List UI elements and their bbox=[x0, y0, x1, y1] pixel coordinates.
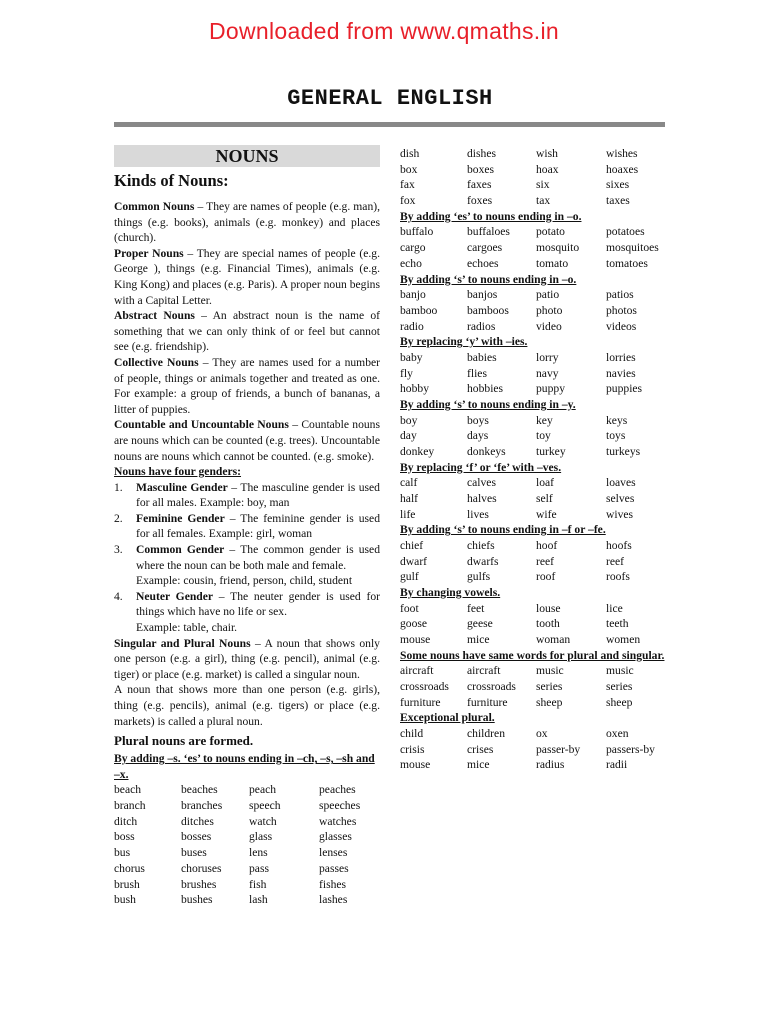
word-row bbox=[400, 162, 668, 178]
plural-word: videos bbox=[606, 319, 637, 333]
singular-word: patio bbox=[536, 288, 560, 302]
singular-word: hoax bbox=[536, 162, 559, 176]
plural-word: fishes bbox=[319, 877, 347, 891]
plural-word: lives bbox=[467, 507, 489, 521]
plural-word: buses bbox=[181, 846, 207, 860]
plural-word: patios bbox=[606, 288, 634, 302]
definition-countable-nouns bbox=[114, 417, 380, 464]
singular-word: boss bbox=[114, 830, 135, 844]
singular-word: photo bbox=[536, 303, 563, 317]
singular-word: speech bbox=[249, 799, 281, 813]
term: Countable and Uncountable Nouns bbox=[114, 418, 289, 432]
singular-word: tomato bbox=[536, 256, 569, 270]
singular-word: potato bbox=[536, 225, 565, 239]
definition-collective-nouns bbox=[114, 355, 380, 417]
word-row bbox=[400, 146, 668, 162]
plural-word: flies bbox=[467, 366, 487, 380]
gender-item bbox=[114, 589, 380, 636]
definition-common-nouns bbox=[114, 199, 380, 246]
definition-abstract-nouns bbox=[114, 308, 380, 355]
term: Proper Nouns bbox=[114, 246, 184, 260]
title-divider bbox=[114, 122, 665, 127]
word-row bbox=[400, 475, 668, 491]
word-row bbox=[400, 350, 668, 366]
plural-word: halves bbox=[467, 491, 497, 505]
word-row bbox=[400, 507, 668, 523]
plural-word: buffaloes bbox=[467, 225, 510, 239]
plural-word: dwarfs bbox=[467, 554, 499, 568]
plural-word: boys bbox=[467, 413, 489, 427]
plural-word: feet bbox=[467, 601, 485, 615]
rule-word-table bbox=[400, 475, 668, 522]
term: Feminine Gender bbox=[136, 511, 225, 525]
plural-word: glasses bbox=[319, 830, 352, 844]
plural-word: hoofs bbox=[606, 538, 632, 552]
singular-word: tooth bbox=[536, 617, 560, 631]
singular-word: aircraft bbox=[400, 664, 434, 678]
singular-word: goose bbox=[400, 617, 428, 631]
plural-word: choruses bbox=[181, 861, 222, 875]
rule-heading: By adding –s. ‘es’ to nouns ending in –ch, –s, –sh and –x. bbox=[114, 752, 375, 781]
singular-word: branch bbox=[114, 799, 146, 813]
singular-word: child bbox=[400, 727, 424, 741]
singular-word: self bbox=[536, 491, 553, 505]
rule-heading: By adding ‘es’ to nouns ending in –o. bbox=[400, 209, 582, 223]
definition-text: – The common gender is used where the noun can be both male and female. bbox=[136, 543, 381, 572]
singular-word: chief bbox=[400, 538, 424, 552]
definition-text: – The masculine gender is used for all males. Example: boy, man bbox=[136, 480, 380, 510]
plural-word: navies bbox=[606, 366, 636, 380]
plural-word: aircraft bbox=[467, 664, 501, 678]
singular-word: navy bbox=[536, 366, 559, 380]
rule-heading: By changing vowels. bbox=[400, 586, 501, 600]
singular-word: series bbox=[536, 680, 563, 694]
singular-word: bush bbox=[114, 893, 136, 907]
plural-word: boxes bbox=[467, 162, 495, 176]
word-row bbox=[400, 757, 668, 773]
download-source-banner: Downloaded from www.qmaths.in bbox=[208, 18, 560, 44]
plural-word: keys bbox=[606, 413, 628, 427]
rule-heading: By adding ‘s’ to nouns ending in –y. bbox=[400, 397, 576, 411]
term: Common Nouns bbox=[114, 200, 195, 213]
plural-word: wives bbox=[606, 507, 634, 521]
singular-word: mouse bbox=[400, 758, 431, 772]
plural-word: watches bbox=[319, 814, 357, 828]
word-row bbox=[400, 428, 668, 444]
plural-word: days bbox=[467, 429, 489, 443]
plural-word: gulfs bbox=[467, 570, 491, 584]
singular-word: half bbox=[400, 491, 419, 505]
plural-word: photos bbox=[606, 303, 637, 317]
term: Masculine Gender bbox=[136, 480, 228, 494]
word-row bbox=[400, 569, 668, 585]
singular-word: dish bbox=[400, 147, 420, 160]
left-column bbox=[114, 145, 380, 908]
definition-text: – The neuter gender is used for things which have no life or sex. bbox=[136, 589, 380, 619]
singular-word: hobby bbox=[400, 382, 429, 396]
word-row bbox=[114, 829, 380, 845]
singular-word: roof bbox=[536, 570, 556, 584]
plural-rule-groups bbox=[400, 209, 668, 773]
singular-word: video bbox=[536, 319, 562, 333]
singular-word: watch bbox=[249, 814, 277, 828]
plural-word: passes bbox=[319, 861, 349, 875]
plural-word: oxen bbox=[606, 727, 629, 741]
singular-word: ox bbox=[536, 727, 548, 741]
singular-word: beach bbox=[114, 783, 142, 797]
singular-word: lorry bbox=[536, 350, 559, 364]
word-row bbox=[400, 695, 668, 711]
plural-word: lashes bbox=[319, 893, 348, 907]
singular-word: lash bbox=[249, 893, 268, 907]
word-row bbox=[114, 814, 380, 830]
word-row bbox=[400, 224, 668, 240]
plural-word: mosquitoes bbox=[606, 241, 659, 255]
plural-word: toys bbox=[606, 429, 626, 443]
plural-word: crises bbox=[467, 742, 494, 756]
plural-word: wishes bbox=[606, 147, 638, 160]
word-row bbox=[400, 601, 668, 617]
plural-word: passers-by bbox=[606, 742, 655, 756]
word-row bbox=[400, 240, 668, 256]
singular-word: key bbox=[536, 413, 553, 427]
singular-word: wife bbox=[536, 507, 557, 521]
plural-word: radios bbox=[467, 319, 496, 333]
rule-heading: By adding ‘s’ to nouns ending in –f or –fe. bbox=[400, 523, 606, 537]
word-row bbox=[114, 782, 380, 798]
plural-word: donkeys bbox=[467, 444, 506, 458]
plural-word: speeches bbox=[319, 799, 361, 813]
singular-word: radio bbox=[400, 319, 424, 333]
singular-word: brush bbox=[114, 877, 140, 891]
rule1-word-table bbox=[114, 782, 380, 908]
plural-word: banjos bbox=[467, 288, 498, 302]
term: Neuter Gender bbox=[136, 589, 214, 603]
singular-word: six bbox=[536, 178, 550, 192]
plural-word: bushes bbox=[181, 893, 213, 907]
singular-word: donkey bbox=[400, 444, 435, 458]
definition-text: – Countable nouns are nouns which can be counted (e.g. trees). Uncountable nouns are nouns which cannot be counted. (e.g. smoke). bbox=[114, 418, 380, 463]
rule-word-table bbox=[400, 287, 668, 334]
plural-word: music bbox=[606, 664, 634, 678]
plural-word: branches bbox=[181, 799, 223, 813]
word-row bbox=[114, 861, 380, 877]
word-row bbox=[114, 877, 380, 893]
singular-word: furniture bbox=[400, 695, 441, 709]
word-row bbox=[400, 554, 668, 570]
singular-word: cargo bbox=[400, 241, 426, 255]
singular-word: puppy bbox=[536, 382, 565, 396]
plural-word: puppies bbox=[606, 382, 643, 396]
section-heading-nouns: NOUNS bbox=[114, 145, 380, 167]
singular-word: mouse bbox=[400, 633, 431, 647]
plural-word: radii bbox=[606, 758, 628, 772]
plural-word: selves bbox=[606, 491, 635, 505]
plural-word: women bbox=[606, 633, 641, 647]
plural-formation-heading: Plural nouns are formed. bbox=[114, 733, 254, 749]
plural-word: series bbox=[606, 680, 633, 694]
singular-word: reef bbox=[536, 554, 555, 568]
plural-word: calves bbox=[467, 476, 496, 490]
word-row bbox=[400, 538, 668, 554]
word-row bbox=[400, 319, 668, 335]
plural-word: echoes bbox=[467, 256, 499, 270]
word-row bbox=[400, 679, 668, 695]
singular-word: hoof bbox=[536, 538, 558, 552]
word-row bbox=[400, 444, 668, 460]
word-row bbox=[400, 616, 668, 632]
plural-word: children bbox=[467, 727, 505, 741]
singular-word: boy bbox=[400, 413, 418, 427]
singular-word: crisis bbox=[400, 742, 425, 756]
definition-text: – They are special names of people (e.g. George ), things (e.g. Financial Times), animals (e.g. King Kong) and places (e.g. Paris). A proper noun begins with a Capital Letter. bbox=[114, 246, 380, 307]
rule-word-table bbox=[400, 224, 668, 271]
item-number: 1. bbox=[114, 480, 123, 494]
plural-word: ditches bbox=[181, 814, 214, 828]
genders-list bbox=[114, 480, 380, 636]
gender-item bbox=[114, 511, 380, 542]
term: Abstract Nouns bbox=[114, 309, 195, 323]
singular-word: fax bbox=[400, 178, 415, 192]
singular-word: sheep bbox=[536, 695, 563, 709]
singular-word: echo bbox=[400, 256, 422, 270]
plural-noun-definition: A noun that shows more than one person (e.g. girls), thing (e.g. pencils), animal (e.g. tigers) or place (e.g. markets) is called a plural noun. bbox=[114, 683, 380, 728]
rule-word-table bbox=[400, 663, 668, 710]
plural-word: bosses bbox=[181, 830, 212, 844]
singular-word: wish bbox=[536, 147, 558, 160]
right-column bbox=[400, 146, 668, 773]
kinds-of-nouns-heading: Kinds of Nouns: bbox=[114, 171, 229, 190]
singular-word: loaf bbox=[536, 476, 555, 490]
definition-text: – The feminine gender is used for all females. Example: girl, woman bbox=[136, 511, 380, 541]
singular-word: buffalo bbox=[400, 225, 434, 239]
term: Collective Nouns bbox=[114, 355, 199, 369]
singular-word: chorus bbox=[114, 861, 145, 875]
plural-word: geese bbox=[467, 617, 493, 631]
gender-item bbox=[114, 542, 380, 589]
continued-word-table bbox=[400, 146, 668, 209]
singular-word: music bbox=[536, 664, 564, 678]
singular-word: passer-by bbox=[536, 742, 581, 756]
plural-word: lice bbox=[606, 601, 623, 615]
definition-text: – They are names used for a number of people, things or animals together and treated as one. For example: a group of friends, a bunch of bananas, a litter of puppies. bbox=[114, 355, 381, 416]
plural-word: peaches bbox=[319, 783, 356, 797]
example-text: Example: cousin, friend, person, child, student bbox=[136, 574, 353, 588]
word-row bbox=[400, 632, 668, 648]
definition-proper-nouns bbox=[114, 246, 380, 308]
plural-word: reef bbox=[606, 554, 625, 568]
word-row bbox=[400, 193, 668, 209]
singular-word: louse bbox=[536, 601, 561, 615]
plural-word: hoaxes bbox=[606, 162, 639, 176]
word-row bbox=[400, 726, 668, 742]
word-row bbox=[114, 845, 380, 861]
genders-heading: Nouns have four genders: bbox=[114, 465, 242, 479]
term: Common Gender bbox=[136, 543, 225, 557]
page-title: GENERAL ENGLISH bbox=[287, 86, 493, 111]
plural-word: mice bbox=[467, 633, 490, 647]
plural-word: lorries bbox=[606, 350, 636, 364]
plural-word: teeth bbox=[606, 617, 629, 631]
rule-heading: By replacing ‘f’ or ‘fe’ with –ves. bbox=[400, 460, 562, 474]
word-row bbox=[400, 663, 668, 679]
singular-word: crossroads bbox=[400, 680, 449, 694]
word-row bbox=[400, 256, 668, 272]
word-row bbox=[400, 303, 668, 319]
rule-word-table bbox=[400, 350, 668, 397]
definition-singular-plural bbox=[114, 636, 380, 683]
term: Singular and Plural Nouns bbox=[114, 636, 251, 650]
plural-word: beaches bbox=[181, 783, 218, 797]
plural-word: bamboos bbox=[467, 303, 509, 317]
definition-text: – A noun that shows only one person (e.g. a girl), thing (e.g. pencil), animal (e.g. tiger) or place (e.g. market) is called a singular noun. bbox=[114, 636, 380, 681]
plural-word: brushes bbox=[181, 877, 217, 891]
word-row bbox=[400, 177, 668, 193]
rule-heading: By adding ‘s’ to nouns ending in –o. bbox=[400, 272, 577, 286]
definition-text: – An abstract noun is the name of something that we can only think of or feel but cannot see (e.g. friendship). bbox=[114, 309, 380, 354]
plural-word: tomatoes bbox=[606, 256, 648, 270]
word-row bbox=[114, 798, 380, 814]
plural-word: crossroads bbox=[467, 680, 516, 694]
plural-word: chiefs bbox=[467, 538, 495, 552]
singular-word: day bbox=[400, 429, 417, 443]
plural-word: dishes bbox=[467, 147, 496, 160]
word-row bbox=[400, 742, 668, 758]
singular-word: glass bbox=[249, 830, 273, 844]
singular-word: radius bbox=[536, 758, 565, 772]
singular-word: life bbox=[400, 507, 416, 521]
plural-word: hobbies bbox=[467, 382, 504, 396]
singular-word: peach bbox=[249, 783, 277, 797]
plural-word: faxes bbox=[467, 178, 492, 192]
singular-word: turkey bbox=[536, 444, 566, 458]
plural-word: taxes bbox=[606, 194, 630, 208]
singular-word: baby bbox=[400, 350, 423, 364]
word-row bbox=[400, 381, 668, 397]
plural-word: sixes bbox=[606, 178, 630, 192]
plural-word: turkeys bbox=[606, 444, 641, 458]
word-row bbox=[400, 491, 668, 507]
plural-word: foxes bbox=[467, 194, 493, 208]
item-number: 2. bbox=[114, 511, 123, 525]
plural-word: furniture bbox=[467, 695, 508, 709]
singular-word: pass bbox=[249, 861, 269, 875]
plural-word: lenses bbox=[319, 846, 348, 860]
plural-word: sheep bbox=[606, 695, 633, 709]
singular-word: lens bbox=[249, 846, 268, 860]
word-row bbox=[400, 413, 668, 429]
rule-heading: Exceptional plural. bbox=[400, 711, 495, 725]
rule-word-table bbox=[400, 601, 668, 648]
word-row bbox=[400, 366, 668, 382]
singular-word: bus bbox=[114, 846, 131, 860]
word-row bbox=[114, 892, 380, 908]
gender-item bbox=[114, 480, 380, 511]
word-row bbox=[400, 287, 668, 303]
rule-heading: By replacing ‘y’ with –ies. bbox=[400, 335, 528, 349]
singular-word: calf bbox=[400, 476, 418, 490]
plural-word: roofs bbox=[606, 570, 630, 584]
item-number: 3. bbox=[114, 543, 123, 557]
singular-word: fish bbox=[249, 877, 267, 891]
singular-word: gulf bbox=[400, 570, 419, 584]
item-number: 4. bbox=[114, 589, 123, 603]
definition-text: – They are names of people (e.g. man), things (e.g. books), animals (e.g. monkey) and places (church). bbox=[114, 200, 381, 245]
singular-word: ditch bbox=[114, 814, 138, 828]
singular-word: mosquito bbox=[536, 241, 580, 255]
plural-word: babies bbox=[467, 350, 497, 364]
singular-word: foot bbox=[400, 601, 419, 615]
rule-heading: Some nouns have same words for plural and singular. bbox=[400, 648, 665, 662]
singular-word: fly bbox=[400, 366, 413, 380]
rule-word-table bbox=[400, 413, 668, 460]
singular-word: tax bbox=[536, 194, 551, 208]
singular-word: banjo bbox=[400, 288, 426, 302]
rule-word-table bbox=[400, 538, 668, 585]
singular-word: woman bbox=[536, 633, 571, 647]
singular-word: box bbox=[400, 162, 418, 176]
plural-word: cargoes bbox=[467, 241, 503, 255]
example-text: Example: table, chair. bbox=[136, 621, 238, 635]
singular-word: bamboo bbox=[400, 303, 438, 317]
rule-word-table bbox=[400, 726, 668, 773]
plural-word: loaves bbox=[606, 476, 636, 490]
plural-word: mice bbox=[467, 758, 490, 772]
singular-word: fox bbox=[400, 194, 416, 208]
singular-word: toy bbox=[536, 429, 551, 443]
singular-word: dwarf bbox=[400, 554, 428, 568]
plural-word: potatoes bbox=[606, 225, 645, 239]
